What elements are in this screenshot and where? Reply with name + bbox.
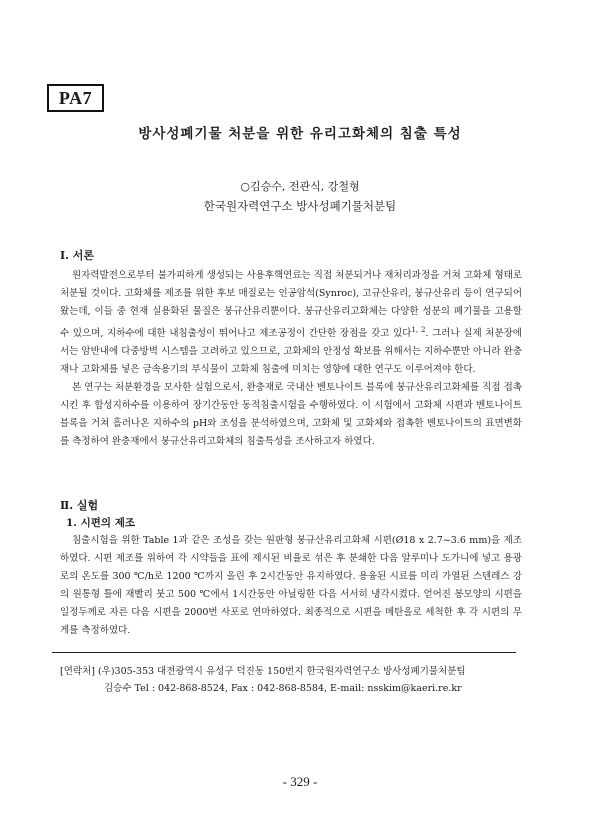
experiment-body — [60, 532, 522, 640]
contact-phone-email-line: 김승수 Tel : 042-868-8524, Fax : 042-868-8584, E-mail: nsskim@kaeri.re.kr — [104, 683, 462, 694]
affiliation: 한국원자력연구소 방사성폐기물처분팀 — [203, 199, 397, 213]
contact-address-line: [연락처] (우)305-353 대전광역시 유성구 덕진동 150번지 한국원자력연구소 방사성폐기물처분팀 — [60, 666, 466, 677]
experiment-paragraph-1: 침출시험을 위한 Table 1과 같은 조성을 갖는 원판형 붕규산유리고화체 시편(Ø18 x 2.7~3.6 mm)을 제조하였다. 시편 제조를 위하여 각 시약들을 표에 제시된 비율로 섞은 후 분쇄한 다음 알루미나 도가니에 넣고 용광로의 온도를 300 ℃/h로 1200 ℃까지 올린 후 2시간동안 유지하였다. 용융된 시료를 미리 가열된 스텐레스 강의 원통형 틀에 재빨리 붓고 500 ℃에서 1시간동안 아닐링한 다음 서서히 냉각시켰다. 얻어진 봉모양의 시편을 일정두께로 자른 다음 시편을 2000번 사포로 연마하였다. 최종적으로 시편을 메탄올로 세척한 후 각 시편의 무게를 측정하였다. — [60, 535, 522, 636]
page-number: - 329 - — [282, 774, 318, 789]
contact-info — [60, 663, 530, 697]
section-heading-experiment: Ⅱ. 실험 — [60, 499, 99, 512]
introduction-paragraph-2: 본 연구는 처분환경을 모사한 실험으로서, 완충재로 국내산 벤토나이트 블록에 붕규산유리고화체를 직접 접촉시킨 후 합성지하수를 이용하여 장기간동안 동적침출시험을 수행하였다. 이 시험에서 고화체 시편과 벤토나이트 블록을 거쳐 흘러나온 지하수의 pH와 조성을 분석하였으며, 고화체 및 고화체와 접촉한 벤토나이트의 표면변화를 측정하여 완충재에서 붕규산유리고화체의 침출특성을 조사하고자 하였다. — [60, 382, 522, 448]
subsection-heading-specimen: 1. 시편의 제조 — [66, 517, 135, 529]
intro-para1-continued: . 그러나 실제 처분장에서는 암반내에 다중방벽 시스템을 고려하고 있으므로, 고화체의 안정성 확보를 위해서는 지하수뿐만 아니라 완충재나 고화체를 넣은 금속용기의 부식물이 고화체 침출에 미치는 영향에 대한 연구도 이루어져야 한다. — [60, 328, 522, 376]
introduction-paragraph-1 — [60, 267, 522, 379]
introduction-body — [60, 267, 522, 451]
session-code-badge: PA7 — [47, 84, 104, 112]
footnote-divider — [52, 652, 516, 653]
section-heading-introduction: Ⅰ. 서론 — [60, 249, 95, 262]
paper-title: 방사성폐기물 처분을 위한 유리고화체의 침출 특성 — [138, 126, 462, 142]
author-list: ○김승수, 전관식, 강철형 — [240, 180, 360, 193]
citation-superscript: 1, 2 — [411, 326, 426, 334]
intro-para1-text: 원자력발전으로부터 불가피하게 생성되는 사용후핵연료는 직접 처분되거나 재처리과정을 거쳐 고화체 형태로 처분될 것이다. 고화체를 제조를 위한 후보 매질로는 인공암석(Synroc), 고규산유리, 붕규산유리 등이 연구되어 왔는데, 이들 중 현재 실용화된 물질은 붕규산유리뿐이다. 붕규산유리고화체는 다양한 성분의 폐기물을 고용할 수 있으며, 지하수에 대한 내침출성이 뛰어나고 제조공정이 간단한 장점을 갖고 있다 — [60, 270, 522, 340]
